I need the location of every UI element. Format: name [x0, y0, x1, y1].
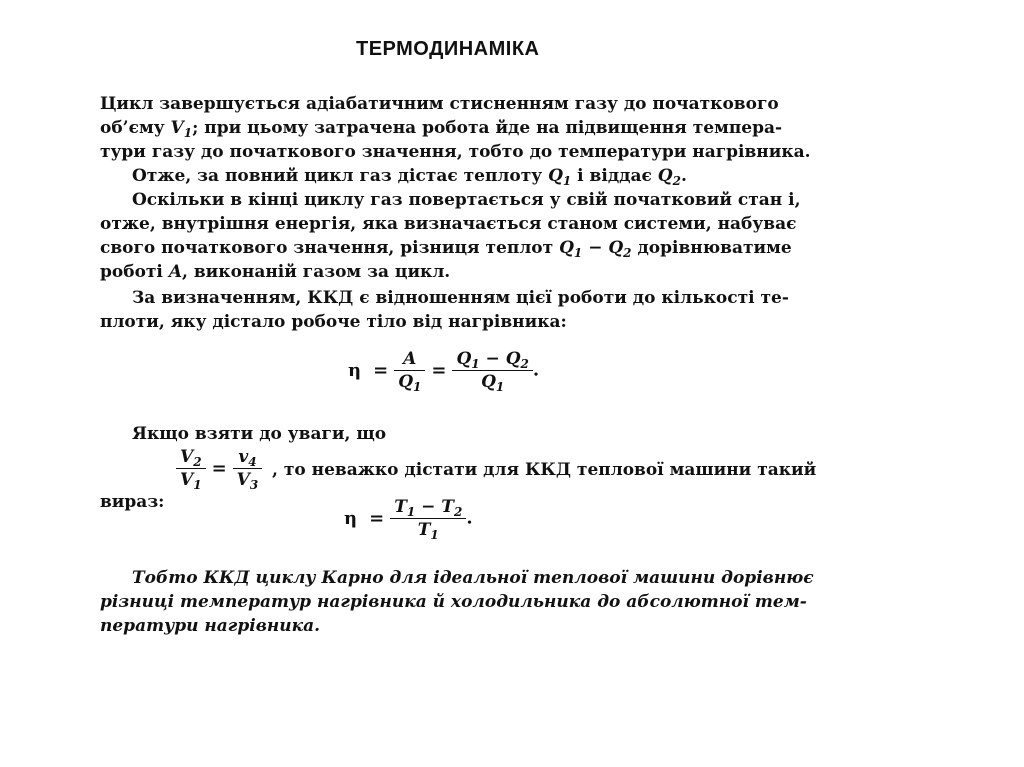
- heat-difference-symbol: $Q_1 - Q_2$: [559, 238, 632, 260]
- formula-period: .: [466, 507, 473, 529]
- paragraph-line: Цикл завершується адіабатичним стисненням газу до початкового: [100, 94, 779, 114]
- paragraph-line: тури газу до початкового значення, тобто до температури нагрівника.: [100, 142, 811, 162]
- paragraph-line: [100, 116, 782, 140]
- heat-q2-symbol: $Q_2$: [657, 166, 681, 188]
- formula-period: .: [532, 359, 540, 381]
- equals-sign: =: [373, 360, 389, 381]
- conclusion-line: ператури нагрівника.: [100, 616, 321, 636]
- paragraph-line: , то неважко дістати для ККД теплової машини такий: [272, 460, 817, 480]
- paragraph-line: Якщо взяти до уваги, що: [132, 424, 387, 444]
- heat-q1-symbol: $Q_1$: [548, 166, 572, 188]
- conclusion-line: Тобто ККД циклу Карно для ідеальної теплової машини дорівнює: [132, 568, 814, 588]
- paragraph-line: Отже, за повний цикл газ дістає теплоту $Q_1$ і віддає $Q_2$.: [132, 166, 687, 188]
- v4-over-v3-fraction: $\frac{v_4}{V_3}$: [233, 446, 263, 491]
- heat-difference-fraction: $\frac{Q_1 - Q_2}{Q_1}$: [452, 348, 532, 393]
- efficiency-formula: [342, 348, 539, 393]
- equals-sign: =: [211, 458, 227, 479]
- equals-sign: =: [431, 360, 447, 381]
- conclusion-paragraph: [100, 566, 820, 638]
- text-fragment: об’єму: [100, 118, 171, 138]
- v2-over-v1-fraction: $\frac{V_2}{V_1}$: [176, 446, 206, 491]
- paragraph-line: отже, внутрішня енергія, яка визначається станом системи, набуває: [100, 214, 797, 234]
- paragraph-line: Оскільки в кінці циклу газ повертається у свій початковий стан і,: [132, 190, 801, 210]
- page-title: ТЕРМОДИНАМІКА: [356, 38, 540, 60]
- volume-symbol: $V_1$: [170, 118, 193, 140]
- eta-symbol: η: [348, 360, 362, 381]
- temperature-efficiency-formula: [338, 496, 473, 541]
- paragraph-line: За визначенням, ККД є відношенням цієї роботи до кількості те-: [132, 288, 789, 308]
- conclusion-line: різниці температур нагрівника й холодильника до абсолютної тем-: [100, 592, 807, 612]
- work-over-heat-fraction: $\frac{A}{Q_1}$: [394, 348, 425, 393]
- volume-ratio-formula: [176, 446, 262, 491]
- paragraph-line: вираз:: [100, 492, 165, 512]
- paragraph-line: роботі A, виконаній газом за цикл.: [100, 262, 451, 282]
- eta-symbol: η: [344, 508, 358, 529]
- equals-sign: =: [369, 508, 385, 529]
- paragraph-line: свого початкового значення, різниця теплот $Q_1 - Q_2$ дорівнюватиме: [100, 238, 792, 260]
- text-fragment: ; при цьому затрачена робота йде на підвищення темпера-: [192, 118, 783, 138]
- paragraph-line: плоти, яку дістало робоче тіло від нагрівника:: [100, 312, 567, 332]
- work-symbol: A: [168, 262, 183, 282]
- temperature-fraction: $\frac{T_1 - T_2}{T_1}$: [390, 496, 466, 541]
